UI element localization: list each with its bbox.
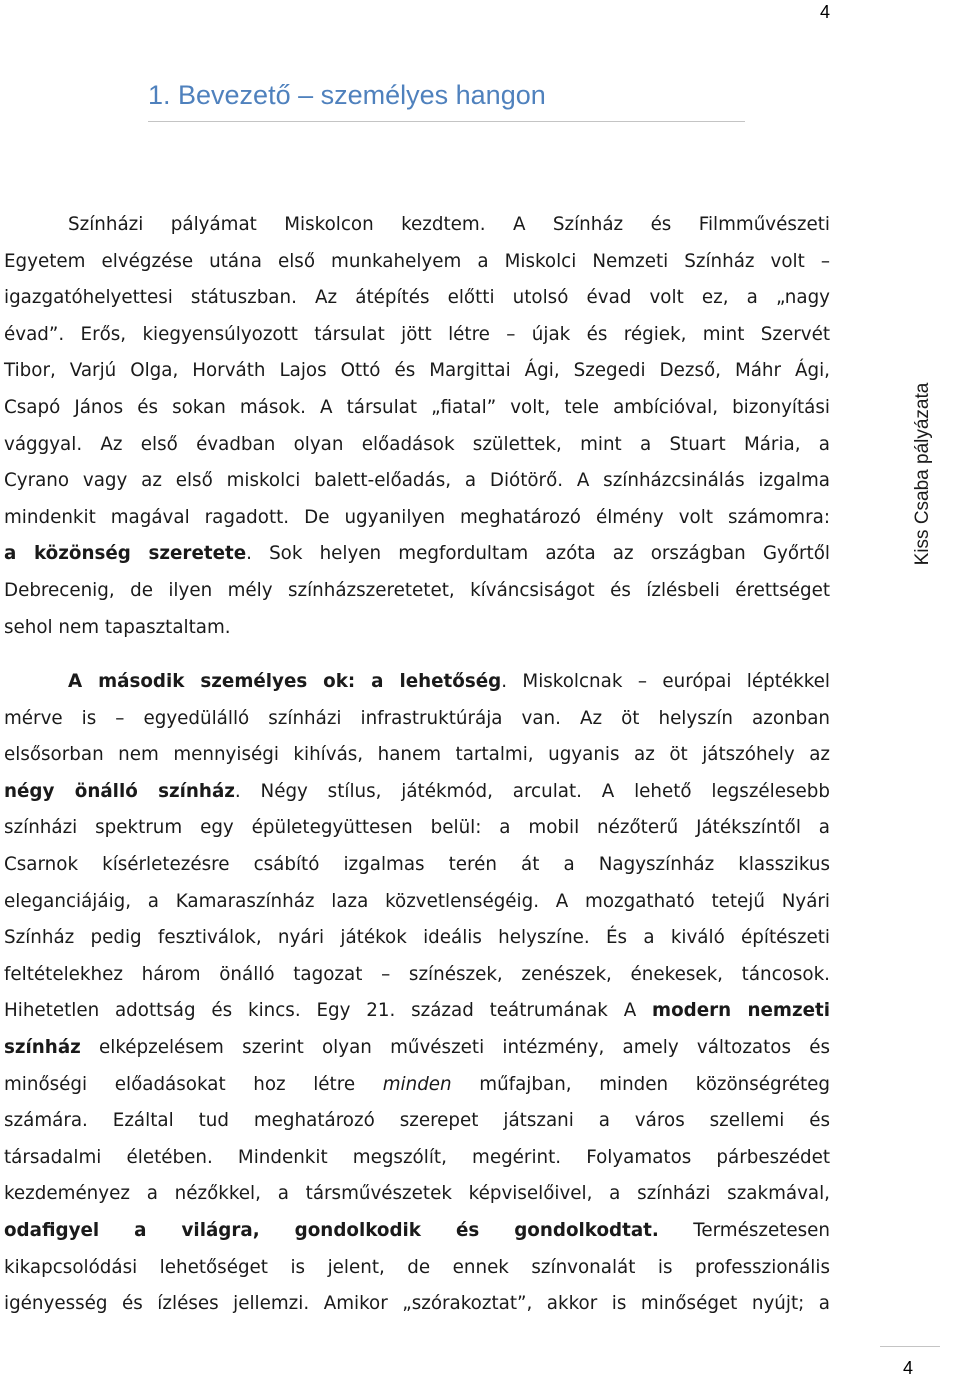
- text-segment: Hihetetlen adottság és kincs. Egy 21. század teátrumának A: [4, 1000, 653, 1022]
- page-number-top: 4: [820, 2, 831, 22]
- text-line: mérve is – egyedülálló színházi infrastruktúrája van. Az öt helyszín azonban: [4, 707, 830, 729]
- heading-divider: [148, 121, 745, 122]
- page-number-bottom: 4: [903, 1358, 914, 1378]
- text-segment: Természetesen: [658, 1219, 830, 1241]
- text-segment: . Négy stílus, játékmód, arculat. A lehető legszélesebb: [234, 780, 830, 802]
- section-heading: 1. Bevezető – személyes hangon: [148, 80, 546, 110]
- text-line: mindenkit magával ragadott. De ugyanilyen meghatározó élmény volt számomra:: [4, 506, 830, 528]
- emphasis-every: minden: [382, 1073, 452, 1095]
- text-line: társadalmi életében. Mindenkit megszólít, megérint. Folyamatos párbeszédet: [4, 1146, 830, 1168]
- text-line: Színházi pályámat Miskolcon kezdtem. A Színház és Filmművészeti: [68, 214, 830, 235]
- text-line: [4, 1067, 830, 1104]
- emphasis-four-theatres: négy önálló színház: [4, 780, 235, 802]
- text-line: évad”. Erős, kiegyensúlyozott társulat jött létre – újak és régiek, mint Szervét: [4, 323, 830, 345]
- paragraph-first: [4, 207, 830, 646]
- footer-divider: [880, 1346, 940, 1347]
- text-line: Színház pedig fesztiválok, nyári játékok ideális helyszíne. És a kiváló építészeti: [4, 927, 830, 949]
- text-line: [4, 993, 830, 1030]
- emphasis-theatre: színház: [4, 1036, 81, 1058]
- emphasis-pays-attention: odafigyel a világra, gondolkodik és gondolkodtat.: [4, 1219, 659, 1241]
- text-line: Egyetem elvégzése utána első munkahelyem a Miskolci Nemzeti Színház volt –: [4, 250, 830, 272]
- text-line: kikapcsolódási lehetőséget is jelent, de ennek színvonalát is professzionális: [4, 1256, 830, 1278]
- text-segment: elképzelésem szerint olyan művészeti intézmény, amely változatos és: [80, 1036, 830, 1058]
- text-line: [4, 536, 830, 573]
- text-line: Cyrano vagy az első miskolci balett-előadás, a Diótörő. A színházcsinálás izgalma: [4, 470, 830, 492]
- text-segment: . Sok helyen megfordultam azóta az országban Győrtől: [246, 543, 830, 565]
- emphasis-audience-love: a közönség szeretete: [4, 543, 247, 565]
- text-line: számára. Ezáltal tud meghatározó szerepet játszani a város szellemi és: [4, 1110, 830, 1132]
- text-line: elsősorban nem mennyiségi kihívás, hanem tartalmi, ugyanis az öt játszóhely az: [4, 744, 830, 766]
- text-line: színházi spektrum egy épületegyüttesen belül: a mobil nézőterű Játékszíntől a: [4, 817, 830, 839]
- text-line: igazgatóhelyettesi státuszban. Az átépítés előtti utolsó évad volt ez, a „nagy: [4, 287, 830, 309]
- paragraph-second: [4, 664, 830, 1323]
- text-line: feltételekhez három önálló tagozat – színészek, zenészek, énekesek, táncosok.: [4, 963, 830, 985]
- text-line: [4, 664, 830, 701]
- emphasis-modern-national: modern nemzeti: [652, 1000, 831, 1022]
- text-line: igényesség és ízléses jellemzi. Amikor „szórakoztat”, akkor is minőséget nyújt; a: [4, 1293, 830, 1315]
- text-segment: minőségi előadásokat hoz létre: [4, 1073, 383, 1095]
- text-segment: . Miskolcnak – európai léptékkel: [501, 671, 830, 692]
- text-line: sehol nem tapasztaltam.: [4, 616, 231, 638]
- text-line: vággyal. Az első évadban olyan előadások születtek, mint a Stuart Mária, a: [4, 433, 830, 455]
- text-line: [4, 774, 830, 811]
- emphasis-second-reason: A második személyes ok: a lehetőség: [68, 671, 502, 692]
- text-line: eleganciájáig, a Kamaraszínház laza közvetlenségéig. A mozgatható tetejű Nyári: [4, 890, 830, 912]
- text-line: Csapó János és sokan mások. A társulat „fiatal” volt, tele ambícióval, bizonyítási: [4, 396, 830, 418]
- text-line: Csarnok kísérletezésre csábító izgalmas terén át a Nagyszínház klasszikus: [4, 853, 830, 875]
- sidebar-author-label: Kiss Csaba pályázata: [912, 382, 933, 566]
- text-segment: műfajban, minden közönségréteg: [451, 1073, 830, 1095]
- text-line: Debrecenig, de ilyen mély színházszeretetet, kíváncsiságot és ízlésbeli érettséget: [4, 579, 830, 601]
- text-line: [4, 1030, 830, 1067]
- text-line: Tibor, Varjú Olga, Horváth Lajos Ottó és Margittai Ági, Szegedi Dezső, Máhr Ági,: [4, 360, 830, 382]
- text-line: kezdeményez a nézőkkel, a társművészetek képviselőivel, a színházi szakmával,: [4, 1183, 830, 1205]
- text-line: [4, 1213, 830, 1250]
